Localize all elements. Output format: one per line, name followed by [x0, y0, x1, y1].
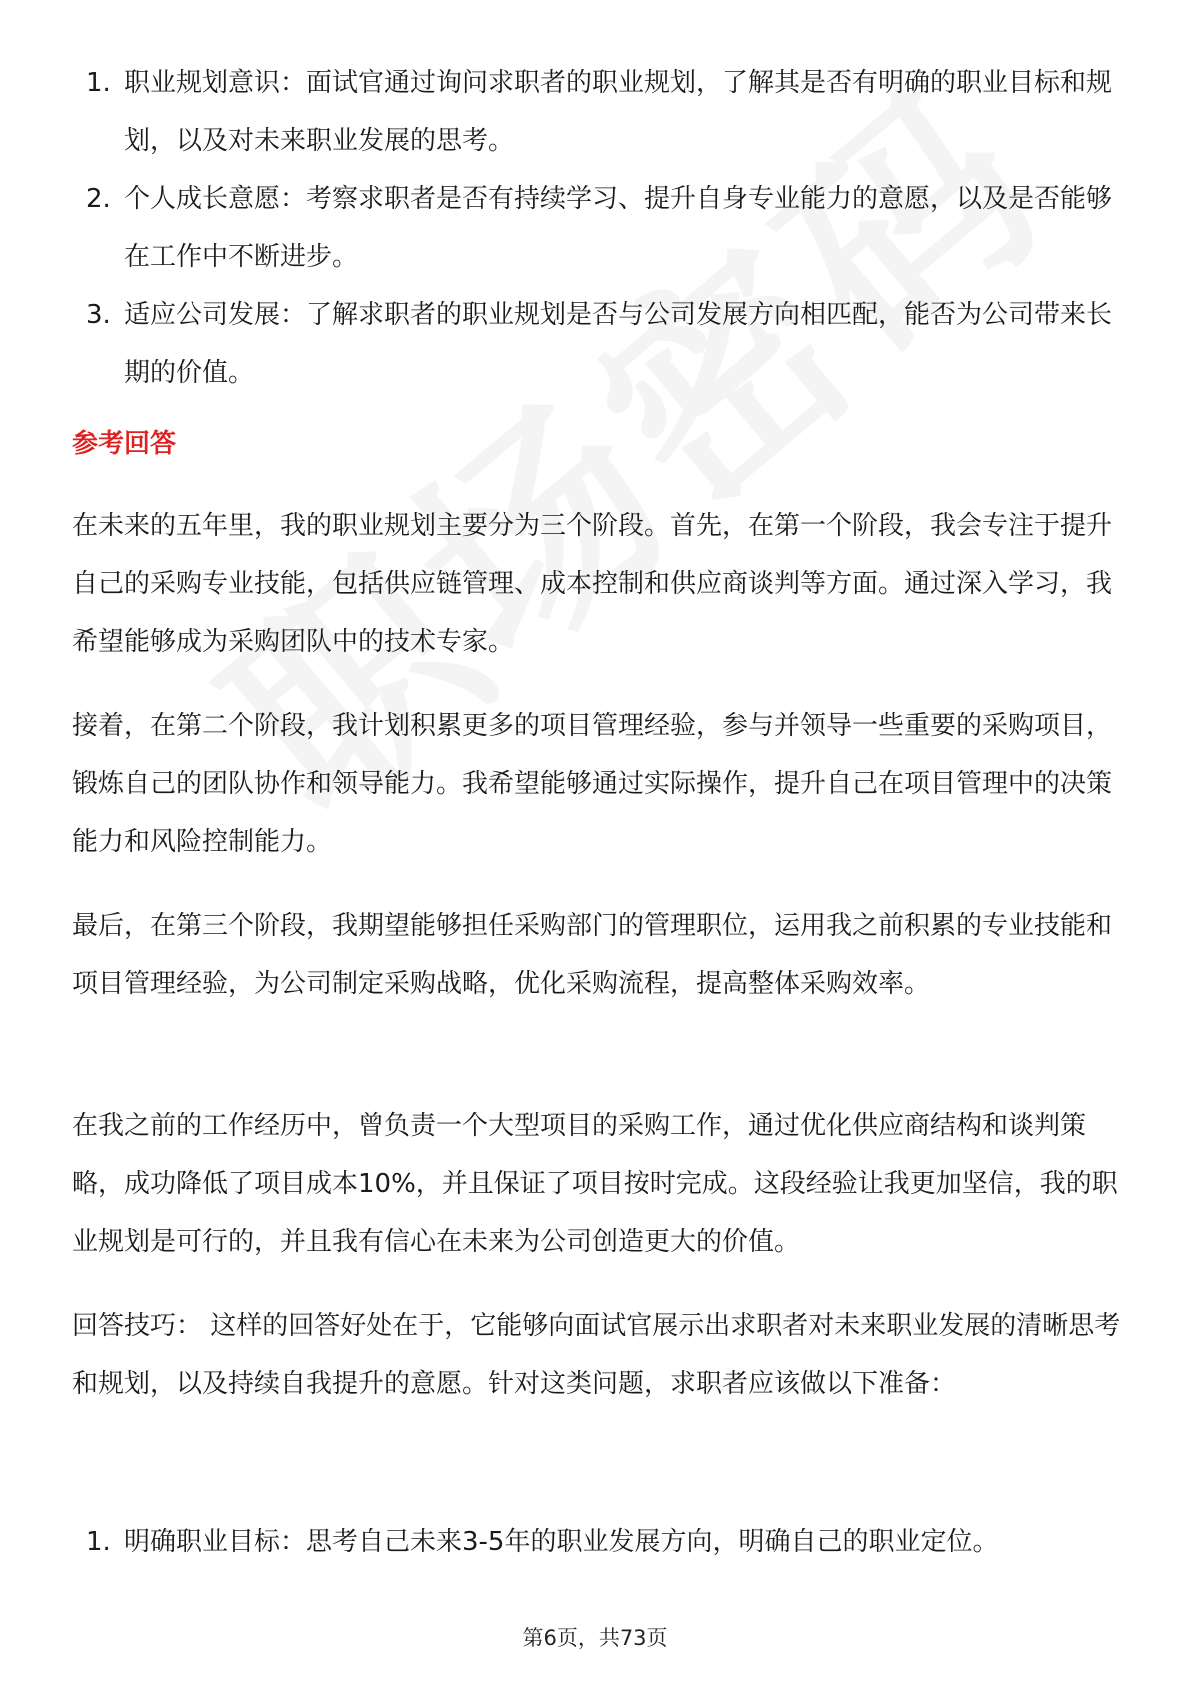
list-number: 3. [86, 300, 111, 330]
page-footer: 第6页，共73页 [522, 1626, 668, 1650]
list-number: 2. [86, 184, 111, 214]
section-heading: 参考回答 [72, 429, 177, 459]
answer-paragraph: 在未来的五年里，我的职业规划主要分为三个阶段。首先，在第一个阶段，我会专注于提升自己的采购专业技能，包括供应链管理、成本控制和供应商谈判等方面。通过深入学习，我希望能够成为采购团队中的技术专家。 [72, 511, 1113, 657]
criteria-list [72, 54, 1132, 402]
tips-paragraph: 回答技巧： 这样的回答好处在于，它能够向面试官展示出求职者对未来职业发展的清晰思考和规划，以及持续自我提升的意愿。针对这类问题，求职者应该做以下准备： [72, 1311, 1121, 1399]
answer-paragraph: 接着，在第二个阶段，我计划积累更多的项目管理经验，参与并领导一些重要的采购项目，锻炼自己的团队协作和领导能力。我希望能够通过实际操作，提升自己在项目管理中的决策能力和风险控制能力。 [72, 711, 1113, 857]
list-item [72, 170, 1132, 286]
list-number: 1. [86, 1527, 111, 1557]
list-item-text: 个人成长意愿：考察求职者是否有持续学习、提升自身专业能力的意愿，以及是否能够在工作中不断进步。 [124, 184, 1113, 272]
answer-paragraph: 在我之前的工作经历中，曾负责一个大型项目的采购工作，通过优化供应商结构和谈判策略，成功降低了项目成本10%，并且保证了项目按时完成。这段经验让我更加坚信，我的职业规划是可行的，并且我有信心在未来为公司创造更大的价值。 [72, 1111, 1118, 1257]
list-number: 1. [86, 68, 111, 98]
list-item-text: 适应公司发展：了解求职者的职业规划是否与公司发展方向相匹配，能否为公司带来长期的价值。 [124, 300, 1113, 388]
list-item [72, 1513, 1132, 1571]
answer-paragraph: 最后，在第三个阶段，我期望能够担任采购部门的管理职位，运用我之前积累的专业技能和项目管理经验，为公司制定采购战略，优化采购流程，提高整体采购效率。 [72, 911, 1113, 999]
list-item-text: 职业规划意识：面试官通过询问求职者的职业规划，了解其是否有明确的职业目标和规划，以及对未来职业发展的思考。 [124, 68, 1113, 156]
list-item-text: 明确职业目标：思考自己未来3-5年的职业发展方向，明确自己的职业定位。 [124, 1527, 999, 1557]
preparation-list [72, 1513, 1132, 1571]
list-item [72, 54, 1132, 170]
list-item [72, 286, 1132, 402]
